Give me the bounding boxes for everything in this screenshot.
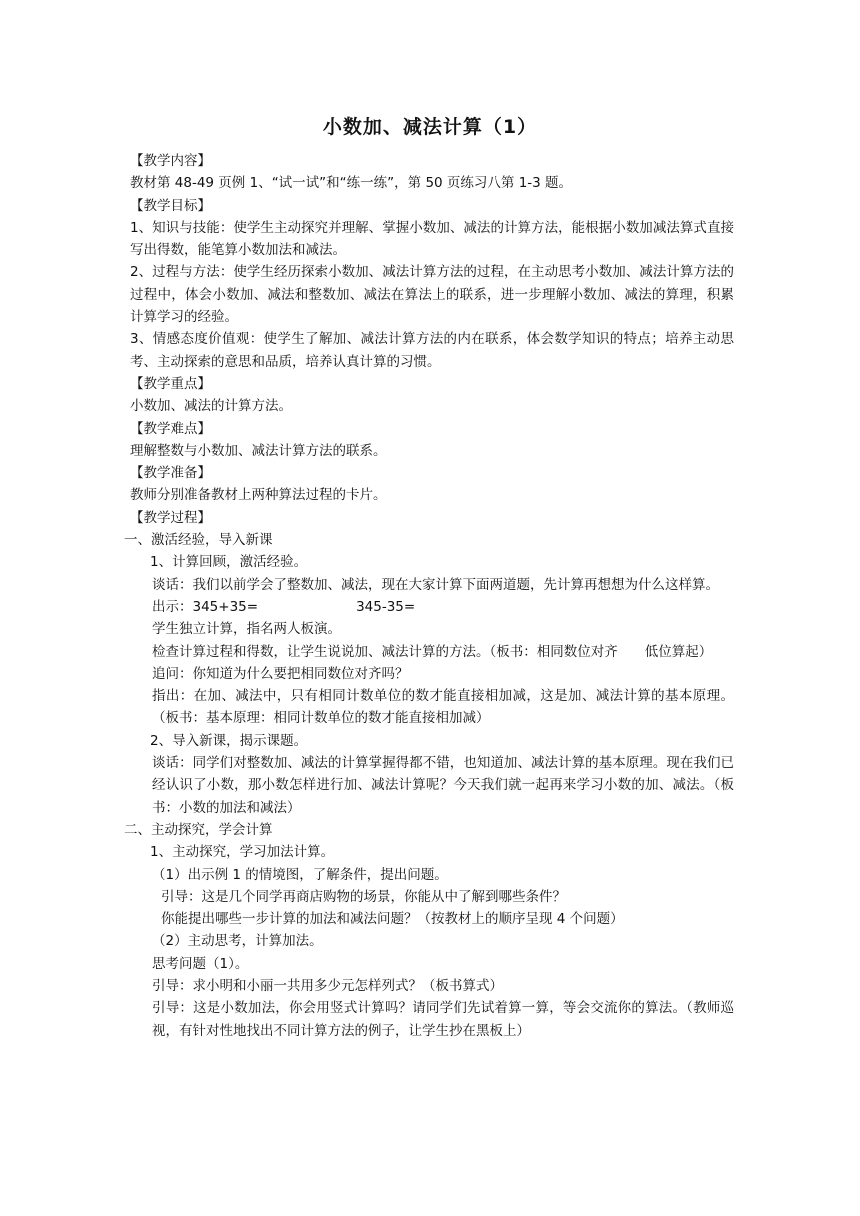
paragraph: 谈话：同学们对整数加、减法的计算掌握得都不错，也知道加、减法计算的基本原理。现在我们已经认识了小数，那小数怎样进行加、减法计算呢？今天我们就一起再来学习小数的加、减法。（板书：小数的加法和减法） bbox=[152, 755, 734, 816]
paragraph: 追问：你知道为什么要把相同数位对齐吗？ bbox=[152, 665, 409, 682]
paragraph: 教师分别准备教材上两种算法过程的卡片。 bbox=[130, 487, 387, 504]
page-title: 小数加、减法计算（1） bbox=[322, 116, 538, 138]
paragraph: 3、情感态度价值观：使学生了解加、减法计算方法的内在联系，体会数学知识的特点；培养主动思考、主动探索的意思和品质，培养认真计算的习惯。 bbox=[130, 331, 734, 370]
heading-process: 【教学过程】 bbox=[130, 509, 211, 526]
paragraph: 你能提出哪些一步计算的加法和减法问题？（按教材上的顺序呈现 4 个问题） bbox=[161, 911, 624, 928]
heading-key-points: 【教学重点】 bbox=[130, 375, 211, 392]
paragraph: 引导：这是几个同学再商店购物的场景，你能从中了解到哪些条件？ bbox=[161, 888, 566, 905]
paragraph: 指出：在加、减法中，只有相同计数单位的数才能直接相加减，这是加、减法计算的基本原理。（板书：基本原理：相同计数单位的数才能直接相加减） bbox=[152, 688, 734, 727]
section-heading: 二、主动探究，学会计算 bbox=[124, 821, 273, 838]
paragraph: 2、过程与方法：使学生经历探索小数加、减法计算方法的过程，在主动思考小数加、减法计算方法的过程中，体会小数加、减法和整数加、减法在算法上的联系，进一步理解小数加、减法的算理，积累计算学习的经验。 bbox=[130, 264, 734, 326]
paragraph: 引导：这是小数加法，你会用竖式计算吗？请同学们先试着算一算，等会交流你的算法。（教师巡视，有针对性地找出不同计算方法的例子，让学生抄在黑板上） bbox=[152, 1000, 734, 1039]
paragraph: 谈话：我们以前学会了整数加、减法，现在大家计算下面两道题，先计算再想想为什么这样算。 bbox=[152, 576, 719, 593]
paragraph: 检查计算过程和得数，让学生说说加、减法计算的方法。（板书：相同数位对齐 低位算起） bbox=[152, 643, 713, 660]
document-body bbox=[124, 150, 734, 1042]
paragraph: （2）主动思考，计算加法。 bbox=[152, 933, 323, 950]
paragraph: 思考问题（1）。 bbox=[152, 955, 249, 972]
paragraph: （1）出示例 1 的情境图，了解条件，提出问题。 bbox=[152, 866, 448, 883]
paragraph: 1、知识与技能：使学生主动探究并理解、掌握小数加、减法的计算方法，能根据小数加减法算式直接写出得数，能笔算小数加法和减法。 bbox=[130, 219, 734, 259]
heading-difficulties: 【教学难点】 bbox=[130, 420, 211, 437]
heading-objectives: 【教学目标】 bbox=[130, 197, 211, 214]
paragraph: 理解整数与小数加、减法计算方法的联系。 bbox=[130, 442, 387, 459]
section-heading: 一、激活经验，导入新课 bbox=[124, 532, 273, 549]
paragraph: 学生独立计算，指名两人板演。 bbox=[152, 621, 341, 638]
expression-subtract: 345-35= bbox=[356, 598, 416, 615]
paragraph: 引导：求小明和小丽一共用多少元怎样列式？（板书算式） bbox=[152, 977, 503, 994]
expression-add: 出示：345+35= bbox=[152, 598, 259, 615]
paragraph: 小数加、减法的计算方法。 bbox=[130, 398, 292, 415]
subsection-heading: 1、主动探究，学习加法计算。 bbox=[150, 844, 335, 861]
display-line bbox=[130, 596, 734, 618]
subsection-heading: 1、计算回顾，激活经验。 bbox=[150, 554, 308, 571]
heading-preparation: 【教学准备】 bbox=[130, 465, 211, 482]
paragraph: 教材第 48-49 页例 1、“试一试”和“练一练”，第 50 页练习八第 1-3 题。 bbox=[130, 175, 573, 192]
subsection-heading: 2、导入新课，揭示课题。 bbox=[150, 732, 308, 749]
heading-content: 【教学内容】 bbox=[130, 153, 211, 169]
